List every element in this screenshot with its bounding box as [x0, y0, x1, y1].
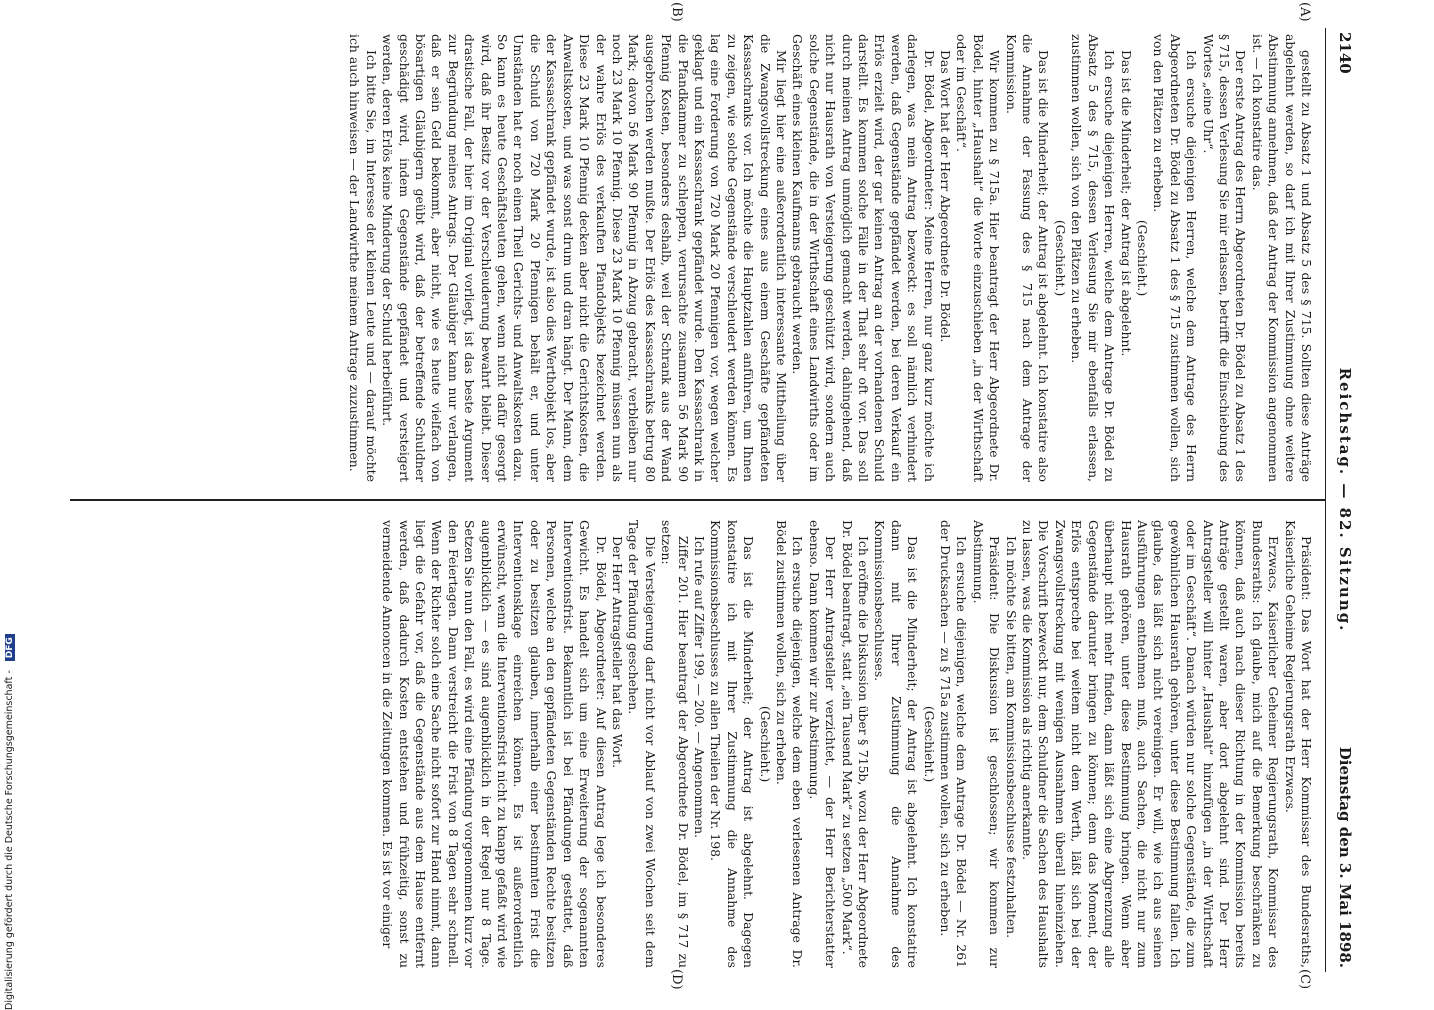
paragraph: Ich ersuche diejenigen, welche dem Antrage Dr. Bödel — Nr. 261 der Drucksachen — zu § 715a zustimmen wollen, sich zu erheben.: [938, 520, 970, 968]
header-date: Dienstag den 3. Mai 1898.: [1336, 746, 1354, 968]
margin-letter-c: (C): [1297, 969, 1312, 990]
paragraph: Ziffer 201. Hier beantragt der Abgeordnete Dr. Bödel, im § 717 zu setzen:: [659, 520, 691, 968]
paragraph: Das ist die Minderheit; der Antrag ist abgelehnt.: [1118, 50, 1134, 357]
paragraph: Erzwacs, Kaiserlicher Geheimer Regierungsrath, Kommissar des Bundesraths: Ich glaube, mich auf die Bemerkung beschränken zu können, daß auch nach dieser Richtung in der Kommission bereits Anträge gestellt waren, aber dort abgelehnt sind. Der Herr Antragsteller will hinter „Haushalt“ hinzufügen „in der Wirthschaft oder im Geschäft“. Danach würden nur solche Gegenstände, die zum gewöhnlichen Hausrath gehören, unter diese Bestimmung fallen. Ich glaube, das läßt sich nicht vereinigen. Er will, wie ich aus seinen Ausführungen entnehmen muß, auch Sachen, die nicht nur zum Hausrath gehören, unter diese Bestimmung bringen. Wenn aber überhaupt nicht mehr finden, dann läßt sich eine Abgrenzung alle Gegenstände darunter bringen zu können; denn das Moment, der Erlös entspreche bei weitem nicht dem Werth, läßt sich bei der Zwangsvollstreckung mit wenigen Ausnahmen überall hineinziehen. Die Vorschrift bezweckt nur, dem Schuldner die Sachen des Haushalts zu lassen, was die Kommission als richtig anerkannte.: [1020, 520, 1282, 968]
paragraph: Ich ersuche diejenigen Herren, welche dem Antrage Dr. Bödel zu Absatz 5 des § 715, dessen Verlesung Sie mir ebenfalls erlassen, zustimmen wollen, sich von den Plätzen zu erheben.: [1069, 34, 1118, 482]
paragraph: Dr. Bödel, Abgeordneter: Auf diesen Antrag lege ich besonderes Gewicht. Es handelt sich um eine Erweiterung der sogenannten Interventionsfrist. Bekanntlich ist bei Pfändungen gestattet, daß Personen, welche an den gepfändeten Gegenständen Rechte besitzen oder zu besitzen glauben, innerhalb einer bestimmten Frist die Interventionsklage einreichen können. Es ist außerordentlich erwünscht, wenn die Interventionsfrist nicht zu knapp gefaßt wird wie augenblicklich — es sind augenblicklich in der Regel nur 8 Tage. Setzen Sie nun den Fall, es wird eine Pfändung vorgenommen kurz vor den Feiertagen. Dann verstreicht die Frist von 8 Tagen sehr schnell. Wenn der Richter solch eine Sache nicht sofort zur Hand nimmt, dann liegt die Gefahr vor, daß die Gegenstände aus dem Hause entfernt werden, daß dadurch Kosten entstehen und frühzeitig, sonst zu vermeidende Annoncen in die Zeitungen kommen. Es ist vor einiger: [380, 520, 609, 968]
left-text-column: [346, 34, 1314, 482]
paragraph: Präsident: Das Wort hat der Herr Kommissar des Bundesraths, Kaiserliche Geheime Regierungsrath Erzwacs.: [1282, 520, 1314, 968]
paragraph: Das ist die Minderheit; der Antrag ist abgelehnt. Ich konstatire dann mit Ihrer Zustimmung die Annahme des Kommissionsbeschlusses.: [872, 520, 921, 968]
paragraph: Ich bitte Sie, im Interesse der kleinen Leute und — darauf möchte ich auch hinweisen — der Landwirthe meinem Antrage zuzustimmen.: [347, 34, 379, 482]
footer-credit: [4, 50, 15, 1010]
paragraph: Dr. Bödel, Abgeordneter: Meine Herren, nur ganz kurz möchte ich darlegen, was mein Antrag bezweckt: es soll nämlich verhindert werden, daß Gegenstände gepfändet werden, bei deren Verkauf ein Erlös erzielt wird, der gar keinen Antrag an der vorhandenen Schuld darstellt. Es kommen solche Fälle in der That sehr oft vor. Das soll durch meinen Antrag unmöglich gemacht werden, dahingehend, daß nicht nur Hausrath von Versteigerung geschützt wird, sondern auch solche Gegenstände, die in der Wirthschaft eines Landwirths oder im Geschäft eines kleinen Kaufmanns gebraucht werden.: [790, 34, 937, 482]
paragraph: (Geschieht.): [1134, 219, 1150, 297]
paragraph: Der Herr Antragsteller hat das Wort.: [609, 536, 625, 769]
paragraph: Ich rufe auf Ziffer 199, — 200. — Angenommen.: [691, 536, 707, 839]
paragraph: (Geschieht.): [921, 705, 937, 783]
paragraph: Das Wort hat der Herr Abgeordnete Dr. Bödel.: [938, 50, 954, 343]
paragraph: Mir liegt hier eine außerordentlich interessante Mittheilung über die Zwangsvollstreckung eines aus einem Geschäfte gepfändeten Kassaschranks vor. Ich möchte die Hauptzahlen anführen, um Ihnen zu zeigen, wie solche Gegenstände verschleudert werden können. Es lag eine Forderung von 720 Mark 20 Pfennigen vor, wegen welcher geklagt und ein Kassaschrank gepfändet wurde. Den Kassaschrank in die Pfandkammer zu schleppen, verursachte zusammen 56 Mark 90 Pfennig Kosten, besonders deshalb, weil der Schrank aus der Wand ausgebrochen werden mußte. Der Erlös des Kassaschranks betrug 80 Mark; davon 56 Mark 90 Pfennig in Abzug gebracht, verbleiben nur noch 23 Mark 10 Pfennig. Diese 23 Mark 10 Pfennig müssen nun als der wahre Erlös des verkauften Pfandobjekts bezeichnet werden. Diese 23 Mark 10 Pfennig decken aber nicht die Gerichtskosten, die Anwaltskosten, und was sonst drum und dran hängt. Der Mann, dem der Kassaschrank gepfändet wurde, ist also dies Werthobjekt los, aber die Schuld von 720 Mark 20 Pfennigen behält er, und unter Umständen hat er noch einen Theil Gerichts- und Anwaltskosten dazu. So kann es heute Geschäftsleuten gehen, wenn nicht dafür gesorgt wird, daß ihr Besitz vor der Verschleuderung bewahrt bleibt. Dieser drastische Fall, der hier im Original vorliegt, ist das beste Argument zur Begründung meines Antrags. Der Gläubiger kann nur verlangen, daß er sein Geld bekommt, aber nicht, wie es heute vielfach von bösartigen Gläubigern geübt wird, daß der betreffende Schuldner geschädigt wird, indem Gegenstände gepfändet und versteigert werden, deren Erlös keine Minderung der Schuld herbeiführt.: [380, 34, 789, 482]
paragraph: Ich eröffne die Diskussion über § 715b, wozu der Herr Abgeordnete Dr. Bödel beantragt, statt „ein Tausend Mark“ zu setzen „500 Mark“.: [839, 520, 872, 968]
paragraph: Der erste Antrag des Herrn Abgeordneten Dr. Bödel zu Absatz 1 des § 715, dessen Verlesung Sie mir erlassen, betrifft die Einschiebung des Wortes „eine Uhr“.: [1200, 34, 1249, 482]
paragraph: gestellt zu Absatz 1 und Absatz 5 des § 715. Sollten diese Anträge abgelehnt werden, so darf ich mit Ihrer Zustimmung ohne weitere Abstimmung annehmen, daß der Antrag der Kommission angenommen ist. — Ich konstatire das.: [1249, 34, 1314, 482]
paragraph: Präsident: Die Diskussion ist geschlossen; wir kommen zur Abstimmung.: [970, 520, 1003, 968]
margin-letter-a: (A): [1297, 2, 1312, 22]
paragraph: Das ist die Minderheit; der Antrag ist abgelehnt. Dagegen konstatire ich mit Ihrer Zustimmung die Annahme des Kommissionsbeschlusses zu allen Theilen der Nr. 198.: [708, 520, 757, 968]
paragraph: (Geschieht.): [1052, 219, 1068, 297]
paragraph: Ich möchte Sie bitten, am Kommissionsbeschlusse festzuhalten.: [1003, 536, 1019, 939]
paragraph: (Geschieht.): [757, 705, 773, 783]
paragraph: Wir kommen zu § 715a. Hier beantragt der Herr Abgeordnete Dr. Bödel, hinter „Haushalt“ die Worte einzuschieben „in der Wirthschaft oder im Geschäft“.: [954, 34, 1003, 482]
column-divider: [70, 499, 1326, 501]
paragraph: Die Versteigerung darf nicht vor Ablauf von zwei Wochen seit dem Tage der Pfändung geschehen.: [626, 520, 658, 968]
footer-text: Digitalisierung gefördert durch die Deutsche Forschungsgemeinschaft -: [4, 670, 15, 1010]
paragraph: Das ist die Minderheit; der Antrag ist abgelehnt. Ich konstatire also die Annahme der Fassung des § 715 nach dem Antrage der Kommission.: [1003, 34, 1052, 482]
paragraph: Der Herr Antragsteller verzichtet, — der Herr Berichterstatter ebenso. Dann kommen wir zur Abstimmung.: [806, 520, 839, 968]
right-text-column: [379, 520, 1314, 968]
margin-letter-b: (B): [669, 2, 684, 22]
header-title: Reichstag. — 82. Sitzung.: [1336, 367, 1354, 633]
dfg-logo: DFG: [5, 634, 15, 661]
paragraph: Ich ersuche diejenigen Herren, welche dem Antrage des Herrn Abgeordneten Dr. Bödel zu Absatz 1 des § 715 zustimmen wollen, sich von den Plätzen zu erheben.: [1151, 34, 1200, 482]
paragraph: Ich ersuche diejenigen, welche dem eben verlesenen Antrage Dr. Bödel zustimmen wollen, sich zu erheben.: [774, 520, 806, 968]
page-number: 2140: [1336, 32, 1354, 74]
page-header: [1328, 32, 1354, 968]
margin-letter-d: (D): [669, 969, 684, 990]
